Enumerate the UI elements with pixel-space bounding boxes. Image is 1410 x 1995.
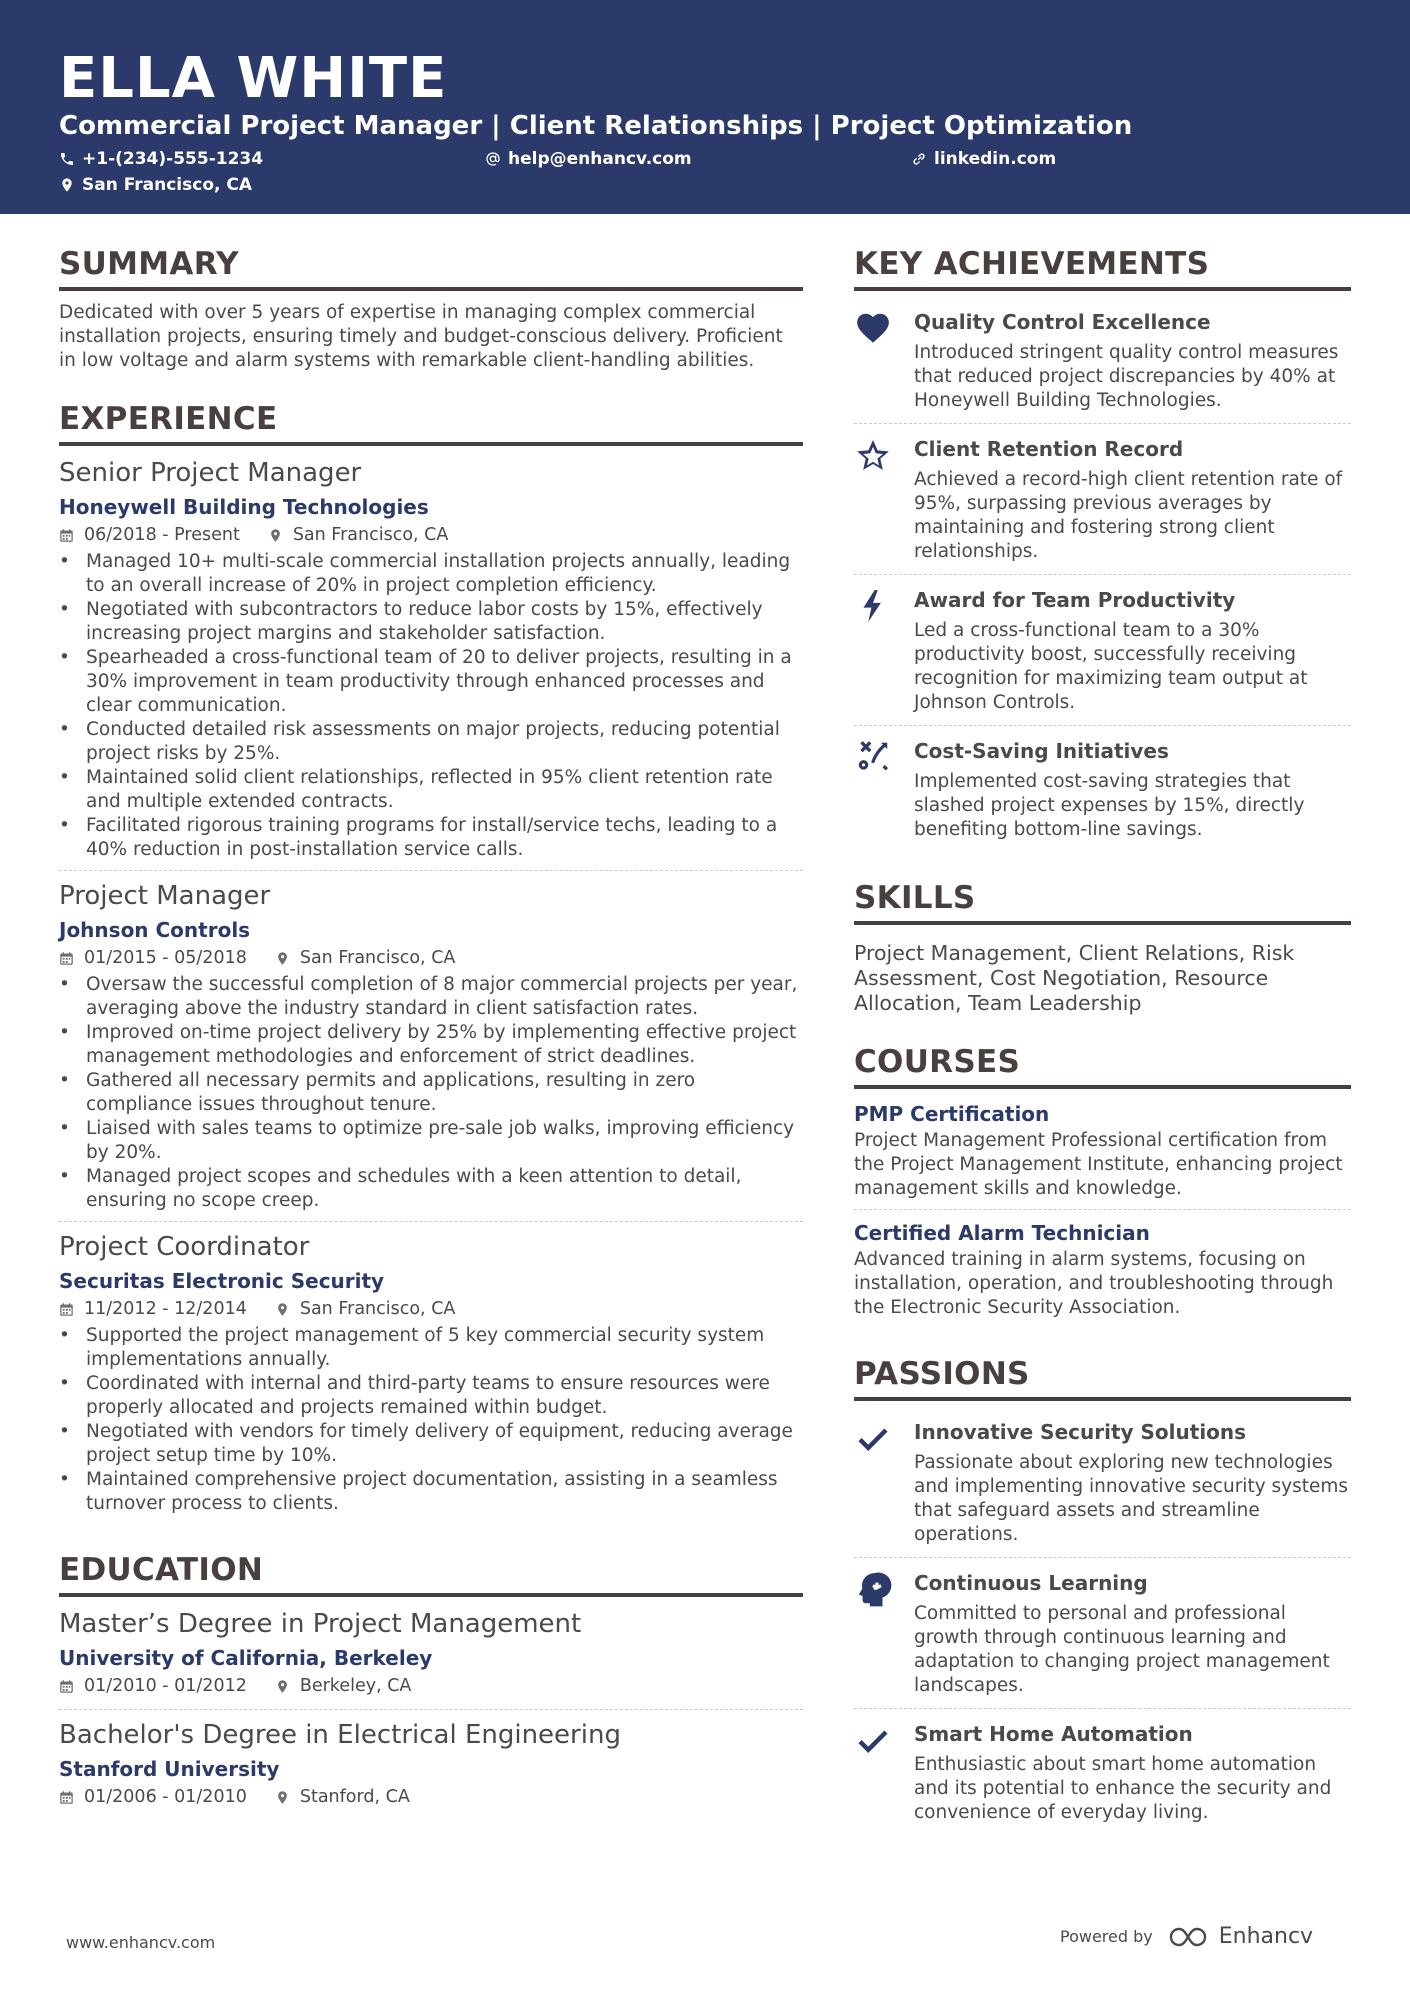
summary-section <box>59 244 803 373</box>
achievement-item <box>854 301 1351 424</box>
location-pin-icon <box>268 528 283 543</box>
job-bullet: • Coordinated with internal and third-party teams to ensure resources were properly allocated and projects remained within budget. <box>59 1372 803 1420</box>
achievement-item-title: Cost-Saving Initiatives <box>914 739 1169 763</box>
job-bullet: • Managed 10+ multi-scale commercial installation projects annually, leading to an overall increase of 20% in project completion efficiency. <box>59 550 803 598</box>
job-dates: 01/2015 - 05/2018 <box>84 948 247 968</box>
job-location-text: San Francisco, CA <box>299 948 456 968</box>
contact-linkedin[interactable] <box>911 148 1056 170</box>
calendar-icon <box>59 528 74 543</box>
education-dates: 01/2006 - 01/2010 <box>84 1787 247 1807</box>
company-name[interactable]: Honeywell Building Technologies <box>59 495 429 519</box>
job-bullets <box>59 550 803 862</box>
skills-heading: SKILLS <box>854 878 1351 925</box>
education-location-text: Stanford, CA <box>299 1787 410 1807</box>
star-icon <box>854 436 892 474</box>
job-location <box>268 522 449 548</box>
candidate-name: ELLA WHITE <box>59 46 448 111</box>
skills-section <box>854 878 1351 1016</box>
education-entry <box>59 1718 803 1820</box>
achievement-item-body <box>914 736 1351 842</box>
achievement-item-description: Achieved a record-high client retention rate of 95%, surpassing previous averages by maintaining and fostering strong client relationships. <box>914 469 1343 562</box>
linkedin-text: linkedin.com <box>934 149 1057 169</box>
passion-item-icon-wrap <box>854 1568 914 1698</box>
job-bullet: • Managed project scopes and schedules with a keen attention to detail, ensuring no scope creep. <box>59 1165 803 1213</box>
passion-item <box>854 1562 1351 1709</box>
achievements-section <box>854 244 1351 852</box>
education-section <box>59 1550 803 1820</box>
job-bullet: • Liaised with sales teams to optimize pre-sale job walks, improving efficiency by 20%. <box>59 1117 803 1165</box>
summary-text: Dedicated with over 5 years of expertise in managing complex commercial installation projects, ensuring timely and budget-conscious delivery. Proficient in low voltage and alarm systems with remarkable client-handling abilities. <box>59 302 783 371</box>
school-name[interactable]: University of California, Berkeley <box>59 1646 433 1670</box>
passion-item <box>854 1713 1351 1835</box>
headline: Commercial Project Manager | Client Relationships | Project Optimization <box>59 111 1133 141</box>
course-title: Certified Alarm Technician <box>854 1221 1150 1245</box>
footer-branding <box>1060 1924 1313 1949</box>
lightning-icon <box>854 587 892 625</box>
powered-by-text: Powered by <box>1060 1927 1153 1946</box>
job-entry <box>59 456 803 871</box>
email-text: help@enhancv.com <box>508 149 692 169</box>
job-bullet: • Conducted detailed risk assessments on major projects, reducing potential project risks by 25%. <box>59 718 803 766</box>
passion-item-icon-wrap <box>854 1719 914 1825</box>
achievement-item-icon-wrap <box>854 307 914 413</box>
education-location <box>275 1784 410 1810</box>
calendar-icon <box>59 1790 74 1805</box>
company-name[interactable]: Johnson Controls <box>59 918 251 942</box>
school-name[interactable]: Stanford University <box>59 1757 280 1781</box>
passion-item-title: Innovative Security Solutions <box>914 1420 1247 1444</box>
job-bullet: • Improved on-time project delivery by 25% by implementing effective project management methodologies and enforcement of strict deadlines. <box>59 1021 803 1069</box>
head-icon <box>854 1570 892 1608</box>
location-pin-icon <box>59 177 75 193</box>
enhancv-logo-icon <box>1167 1925 1213 1949</box>
job-bullet: • Facilitated rigorous training programs for install/service techs, leading to a 40% reduction in post-installation service calls. <box>59 814 803 862</box>
job-list <box>59 456 803 1524</box>
passions-section <box>854 1354 1351 1835</box>
achievement-item <box>854 579 1351 726</box>
job-location-text: San Francisco, CA <box>299 1299 456 1319</box>
footer-website[interactable]: www.enhancv.com <box>66 1933 216 1952</box>
company-name[interactable]: Securitas Electronic Security <box>59 1269 385 1293</box>
calendar-icon <box>59 951 74 966</box>
location-pin-icon <box>275 1679 290 1694</box>
passion-item-body <box>914 1568 1351 1698</box>
education-location <box>275 1673 412 1699</box>
job-bullet: • Supported the project management of 5 key commercial security system implementations annually. <box>59 1324 803 1372</box>
passion-list <box>854 1411 1351 1835</box>
passion-item-body <box>914 1719 1351 1825</box>
job-bullets <box>59 1324 803 1516</box>
job-meta <box>59 1296 803 1322</box>
course-entry <box>854 1218 1351 1328</box>
achievement-list <box>854 301 1351 852</box>
job-title: Project Manager <box>59 881 271 911</box>
achievements-heading: KEY ACHIEVEMENTS <box>854 244 1351 291</box>
course-title: PMP Certification <box>854 1102 1050 1126</box>
brand-text: Enhancv <box>1218 1924 1314 1949</box>
passion-item-description: Enthusiastic about smart home automation and its potential to enhance the security and convenience of everyday living. <box>914 1754 1332 1823</box>
passion-item <box>854 1411 1351 1558</box>
education-list <box>59 1607 803 1820</box>
experience-heading: EXPERIENCE <box>59 399 803 446</box>
calendar-icon <box>59 1302 74 1317</box>
job-bullets <box>59 973 803 1213</box>
education-meta <box>59 1673 803 1699</box>
achievement-item-body <box>914 585 1351 715</box>
achievement-item-description: Introduced stringent quality control measures that reduced project discrepancies by 40% at Honeywell Building Technologies. <box>914 342 1339 411</box>
location-pin-icon <box>275 1790 290 1805</box>
job-bullet: • Oversaw the successful completion of 8 major commercial projects per year, averaging above the industry standard in client satisfaction rates. <box>59 973 803 1021</box>
checkmark-icon <box>854 1419 892 1457</box>
job-bullet: • Gathered all necessary permits and applications, resulting in zero compliance issues throughout tenure. <box>59 1069 803 1117</box>
contact-email[interactable] <box>485 148 692 170</box>
passion-item-description: Committed to personal and professional growth through continuous learning and adaptation to changing project management landscapes. <box>914 1603 1330 1696</box>
contact-location <box>59 174 252 196</box>
job-dates: 06/2018 - Present <box>84 525 240 545</box>
enhancv-logo[interactable] <box>1167 1924 1313 1949</box>
location-pin-icon <box>275 951 290 966</box>
job-dates: 11/2012 - 12/2014 <box>84 1299 247 1319</box>
course-description: Project Management Professional certification from the Project Management Institute, enhancing project management skills and knowledge. <box>854 1130 1343 1199</box>
location-pin-icon <box>275 1302 290 1317</box>
job-bullet: • Maintained solid client relationships, reflected in 95% client retention rate and multiple extended contracts. <box>59 766 803 814</box>
job-bullet: • Spearheaded a cross-functional team of 20 to deliver projects, resulting in a 30% improvement in team productivity through enhanced processes and clear communication. <box>59 646 803 718</box>
contact-phone[interactable] <box>59 148 263 170</box>
passion-item-description: Passionate about exploring new technologies and implementing innovative security systems that safeguard assets and streamline operations. <box>914 1452 1349 1545</box>
passions-heading: PASSIONS <box>854 1354 1351 1401</box>
experience-section <box>59 399 803 1524</box>
location-text: San Francisco, CA <box>82 175 253 195</box>
job-location <box>275 1296 456 1322</box>
at-icon <box>485 151 501 167</box>
job-location <box>275 945 456 971</box>
checkmark-icon <box>854 1721 892 1759</box>
course-entry <box>854 1099 1351 1210</box>
education-entry <box>59 1607 803 1710</box>
phone-icon <box>59 151 75 167</box>
courses-section <box>854 1042 1351 1328</box>
phone-text: +1-(234)-555-1234 <box>82 149 264 169</box>
achievement-item-title: Award for Team Productivity <box>914 588 1236 612</box>
job-meta <box>59 522 803 548</box>
passion-item-title: Smart Home Automation <box>914 1722 1193 1746</box>
achievement-item-title: Quality Control Excellence <box>914 310 1211 334</box>
heart-icon <box>854 309 892 347</box>
job-bullet: • Maintained comprehensive project documentation, assisting in a seamless turnover process to clients. <box>59 1468 803 1516</box>
achievement-item-body <box>914 434 1351 564</box>
achievement-item-description: Led a cross-functional team to a 30% productivity boost, successfully receiving recognition for maximizing team output at Johnson Controls. <box>914 620 1308 713</box>
course-description: Advanced training in alarm systems, focusing on installation, operation, and troubleshooting through the Electronic Security Association. <box>854 1249 1334 1318</box>
job-bullet: • Negotiated with vendors for timely delivery of equipment, reducing average project setup time by 10%. <box>59 1420 803 1468</box>
header <box>0 0 1410 214</box>
job-location-text: San Francisco, CA <box>292 525 449 545</box>
job-title: Project Coordinator <box>59 1232 310 1262</box>
achievement-item-body <box>914 307 1351 413</box>
passion-item-icon-wrap <box>854 1417 914 1547</box>
left-column <box>59 244 803 1846</box>
achievement-item-icon-wrap <box>854 736 914 842</box>
job-entry <box>59 879 803 1222</box>
achievement-item-icon-wrap <box>854 585 914 715</box>
achievement-item <box>854 730 1351 852</box>
passion-item-body <box>914 1417 1351 1547</box>
courses-heading: COURSES <box>854 1042 1351 1089</box>
strategy-icon <box>854 738 892 776</box>
degree-title: Bachelor's Degree in Electrical Engineering <box>59 1720 621 1750</box>
education-location-text: Berkeley, CA <box>299 1676 412 1696</box>
job-title: Senior Project Manager <box>59 458 362 488</box>
passion-item-title: Continuous Learning <box>914 1571 1148 1595</box>
achievement-item-icon-wrap <box>854 434 914 564</box>
right-column <box>854 244 1351 1861</box>
education-meta <box>59 1784 803 1810</box>
job-entry <box>59 1230 803 1524</box>
summary-heading: SUMMARY <box>59 244 803 291</box>
job-meta <box>59 945 803 971</box>
course-list <box>854 1099 1351 1328</box>
achievement-item-title: Client Retention Record <box>914 437 1184 461</box>
job-bullet: • Negotiated with subcontractors to reduce labor costs by 15%, effectively increasing project margins and stakeholder satisfaction. <box>59 598 803 646</box>
education-dates: 01/2010 - 01/2012 <box>84 1676 247 1696</box>
achievement-item <box>854 428 1351 575</box>
achievement-item-description: Implemented cost-saving strategies that slashed project expenses by 15%, directly benefiting bottom-line savings. <box>914 771 1305 840</box>
calendar-icon <box>59 1679 74 1694</box>
education-heading: EDUCATION <box>59 1550 803 1597</box>
link-icon <box>911 151 927 167</box>
skills-text: Project Management, Client Relations, Risk Assessment, Cost Negotiation, Resource Allocation, Team Leadership <box>854 941 1295 1015</box>
degree-title: Master’s Degree in Project Management <box>59 1609 582 1639</box>
